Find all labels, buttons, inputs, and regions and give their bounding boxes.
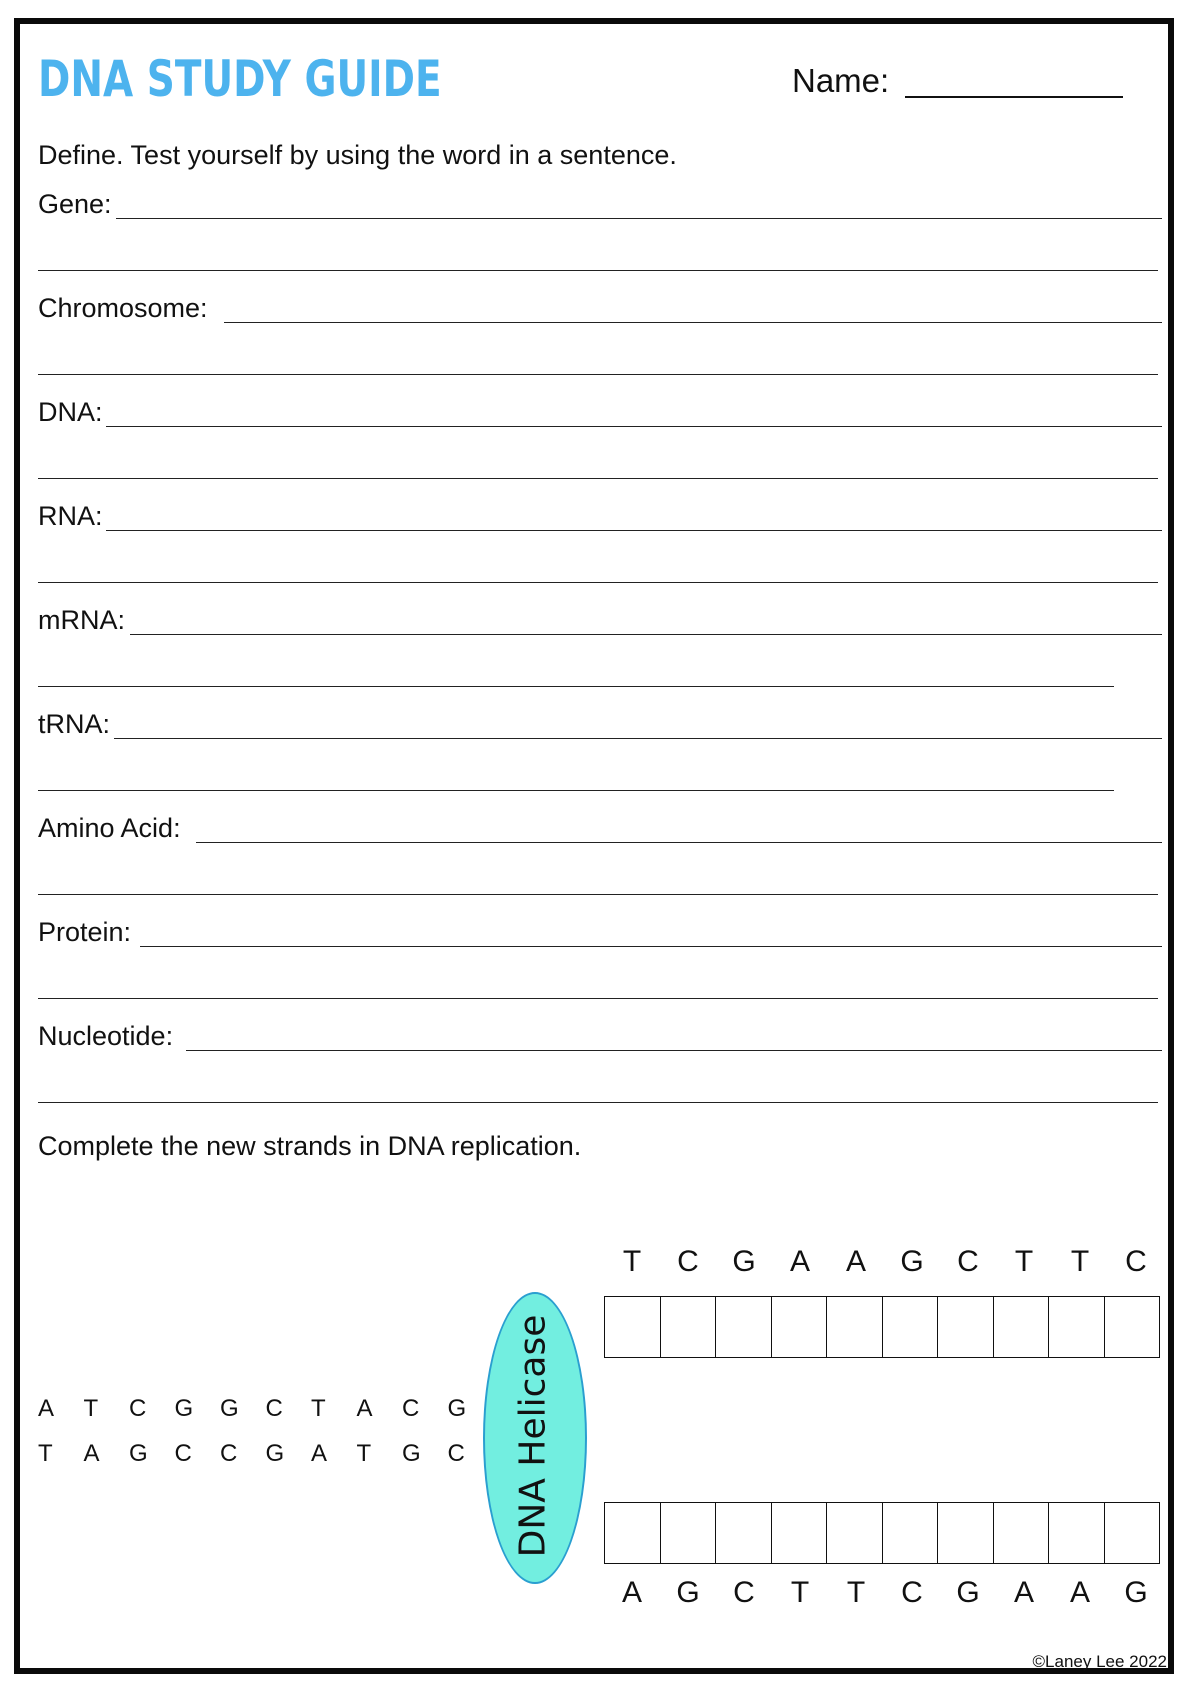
base-letter: C [220,1440,238,1467]
definition-line[interactable] [106,530,1162,531]
base-letter: T [622,1245,642,1278]
base-letter: G [1124,1576,1148,1609]
definition-line[interactable] [106,426,1162,427]
sentence-line[interactable] [38,478,1158,479]
base-letter: A [621,1576,642,1609]
sentence-line[interactable] [38,1102,1158,1103]
term-label: mRNA: [38,605,125,635]
sentence-line[interactable] [38,998,1158,999]
base-letter: T [846,1576,866,1609]
base-letter: C [129,1395,147,1422]
term-label: tRNA: [38,709,111,739]
base-letter: A [1069,1576,1090,1609]
definition-line[interactable] [140,946,1162,947]
base-letter: G [402,1440,421,1467]
base-letter: T [83,1395,99,1422]
base-letter: C [901,1576,923,1609]
original-strand-bottom [38,1440,493,1468]
answer-box[interactable] [883,1503,939,1563]
answer-box[interactable] [605,1503,661,1563]
base-letter: T [311,1395,326,1422]
answer-box[interactable] [772,1297,828,1357]
page-title: DNA STUDY GUIDE [38,50,442,108]
answer-box[interactable] [827,1297,883,1357]
name-label: Name: [792,62,890,99]
answer-box[interactable] [661,1297,717,1357]
copyright: ©Laney Lee 2022 [1032,1652,1167,1671]
answer-box[interactable] [716,1297,772,1357]
separated-strand-top-letters [604,1245,1164,1279]
definition-line[interactable] [130,634,1162,635]
base-letter: C [174,1440,192,1467]
base-letter: A [789,1245,810,1278]
base-letter: C [733,1576,755,1609]
definition-line[interactable] [224,322,1162,323]
answer-box[interactable] [994,1297,1050,1357]
original-strand-top [38,1395,493,1423]
base-letter: G [129,1440,148,1467]
term-label: DNA: [38,397,103,427]
base-letter: C [957,1245,979,1278]
base-letter: C [447,1440,465,1467]
term-label: Amino Acid: [38,813,181,843]
define-instructions: Define. Test yourself by using the word in a sentence. [38,140,677,170]
answer-box[interactable] [938,1297,994,1357]
term-label: Nucleotide: [38,1021,174,1051]
base-letter: C [677,1245,699,1278]
base-letter: G [447,1395,467,1422]
name-field[interactable] [905,96,1123,98]
base-letter: G [732,1245,756,1278]
answer-box[interactable] [994,1503,1050,1563]
term-label: RNA: [38,501,103,531]
base-letter: G [265,1440,285,1467]
base-letter: A [356,1395,373,1422]
base-letter: T [790,1576,810,1609]
base-letter: T [356,1440,372,1467]
answer-box[interactable] [1105,1297,1160,1357]
base-letter: A [38,1395,55,1422]
answer-box[interactable] [716,1503,772,1563]
base-letter: G [900,1245,924,1278]
sentence-line[interactable] [38,790,1114,791]
sentence-line[interactable] [38,270,1158,271]
base-letter: C [265,1395,283,1422]
base-letter: G [676,1576,700,1609]
base-letter: T [1014,1245,1034,1278]
sentence-line[interactable] [38,686,1114,687]
answer-box[interactable] [1105,1503,1160,1563]
definition-line[interactable] [186,1050,1162,1051]
answer-box[interactable] [883,1297,939,1357]
base-letter: C [1125,1245,1147,1278]
separated-strand-bottom-letters [604,1576,1164,1610]
sentence-line[interactable] [38,582,1158,583]
answer-box[interactable] [1049,1297,1105,1357]
definition-line[interactable] [196,842,1162,843]
term-label: Chromosome: [38,293,208,323]
answer-box[interactable] [605,1297,661,1357]
definition-line[interactable] [114,738,1162,739]
new-strand-top-boxes [604,1296,1160,1358]
new-strand-bottom-boxes [604,1502,1160,1564]
sentence-line[interactable] [38,894,1158,895]
term-label: Gene: [38,189,112,219]
base-letter: G [220,1395,239,1422]
definition-line[interactable] [116,218,1162,219]
base-letter: A [1013,1576,1034,1609]
answer-box[interactable] [827,1503,883,1563]
base-letter: T [1070,1245,1090,1278]
term-label: Protein: [38,917,132,947]
base-letter: A [311,1440,328,1467]
base-letter: G [174,1395,194,1422]
helicase-label: DNA Helicase [512,1314,554,1558]
answer-box[interactable] [661,1503,717,1563]
answer-box[interactable] [1049,1503,1105,1563]
page-border [14,18,1174,1674]
base-letter: G [956,1576,980,1609]
sentence-line[interactable] [38,374,1158,375]
base-letter: A [845,1245,866,1278]
replication-instructions: Complete the new strands in DNA replication. [38,1131,582,1161]
answer-box[interactable] [938,1503,994,1563]
base-letter: A [83,1440,100,1467]
base-letter: C [402,1395,420,1422]
base-letter: T [38,1440,53,1467]
answer-box[interactable] [772,1503,828,1563]
